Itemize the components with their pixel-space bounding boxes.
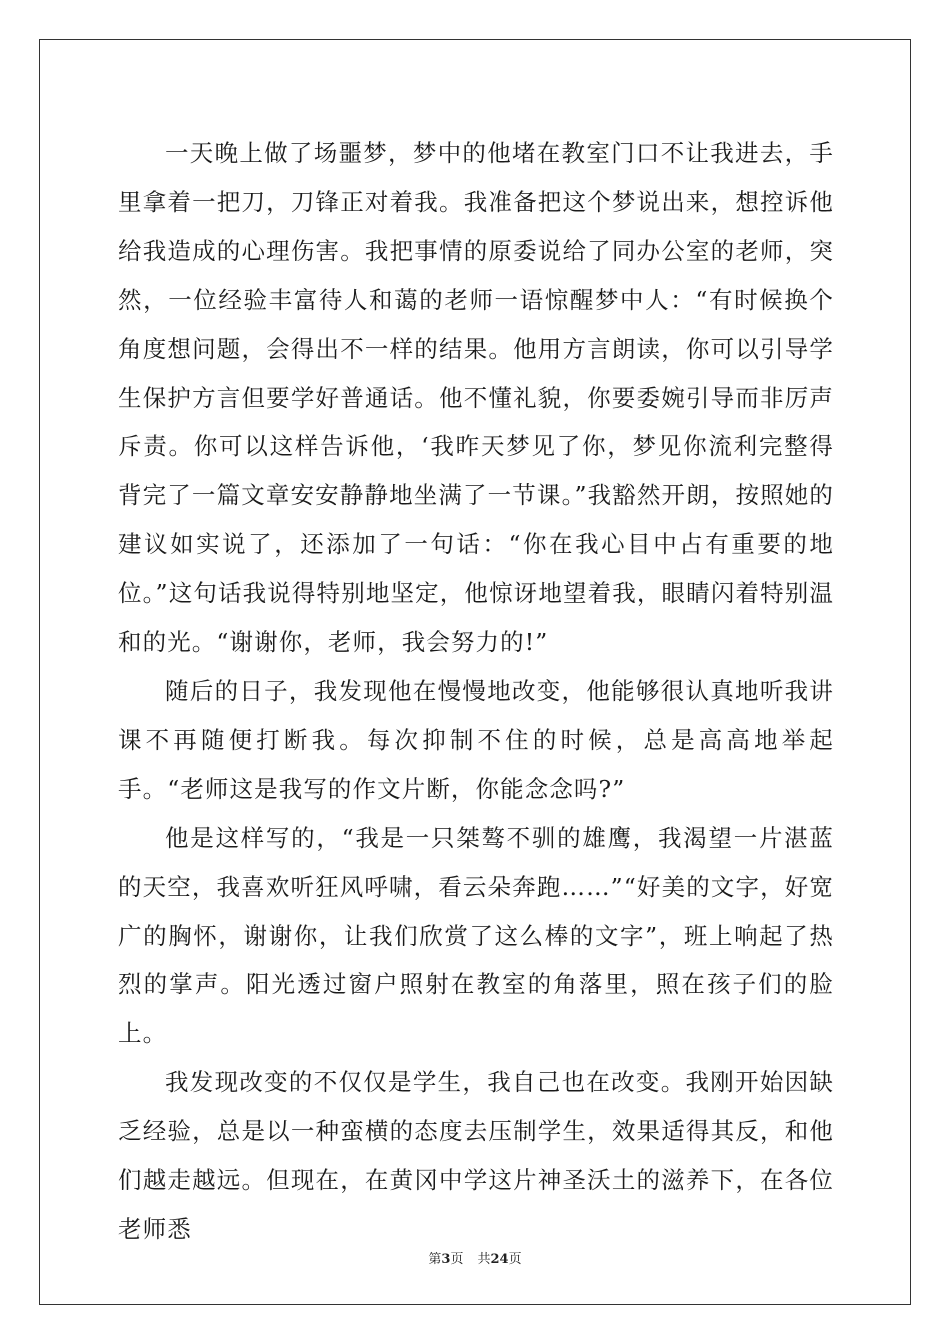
current-page-number: 3 bbox=[441, 1252, 451, 1267]
paragraph-2: 随后的日子，我发现他在慢慢地改变，他能够很认真地听我讲课不再随便打断我。每次抑制不住的时候，总是高高地举起手。“老师这是我写的作文片断，你能念念吗?” bbox=[118, 676, 834, 803]
document-body bbox=[118, 129, 834, 1254]
paragraph-1: 一天晚上做了场噩梦，梦中的他堵在教室门口不让我进去，手里拿着一把刀，刀锋正对着我。我准备把这个梦说出来，想控诉他给我造成的心理伤害。我把事情的原委说给了同办公室的老师，突然，一位经验丰富待人和蔼的老师一语惊醒梦中人：“有时候换个角度想问题，会得出不一样的结果。他用方言朗读，你可以引导学生保护方言但要学好普通话。他不懂礼貌，你要委婉引导而非厉声斥责。你可以这样告诉他，‘我昨天梦见了你，梦见你流利完整得背完了一篇文章安安静静地坐满了一节课。”我豁然开朗，按照她的建议如实说了，还添加了一句话：“你在我心目中占有重要的地位。”这句话我说得特别地坚定，他惊讶地望着我，眼睛闪着特别温和的光。“谢谢你，老师，我会努力的!” bbox=[118, 139, 834, 657]
page-prefix: 第 bbox=[428, 1252, 442, 1267]
paragraph-3: 他是这样写的，“我是一只桀骜不驯的雄鹰，我渴望一片湛蓝的天空，我喜欢听狂风呼啸，看云朵奔跑……”“好美的文字，好宽广的胸怀，谢谢你，让我们欣赏了这么棒的文字”，班上响起了热烈的掌声。阳光透过窗户照射在教室的角落里，照在孩子们的脸上。 bbox=[118, 823, 834, 1048]
page-suffix: 页 bbox=[450, 1252, 464, 1267]
page-footer bbox=[0, 1248, 950, 1267]
total-page-count: 24 bbox=[490, 1252, 509, 1267]
total-prefix: 共 bbox=[477, 1252, 491, 1267]
total-suffix: 页 bbox=[508, 1252, 522, 1267]
paragraph-4: 我发现改变的不仅仅是学生，我自己也在改变。我刚开始因缺乏经验，总是以一种蛮横的态度去压制学生，效果适得其反，和他们越走越远。但现在，在黄冈中学这片神圣沃土的滋养下，在各位老师悉 bbox=[118, 1068, 834, 1243]
